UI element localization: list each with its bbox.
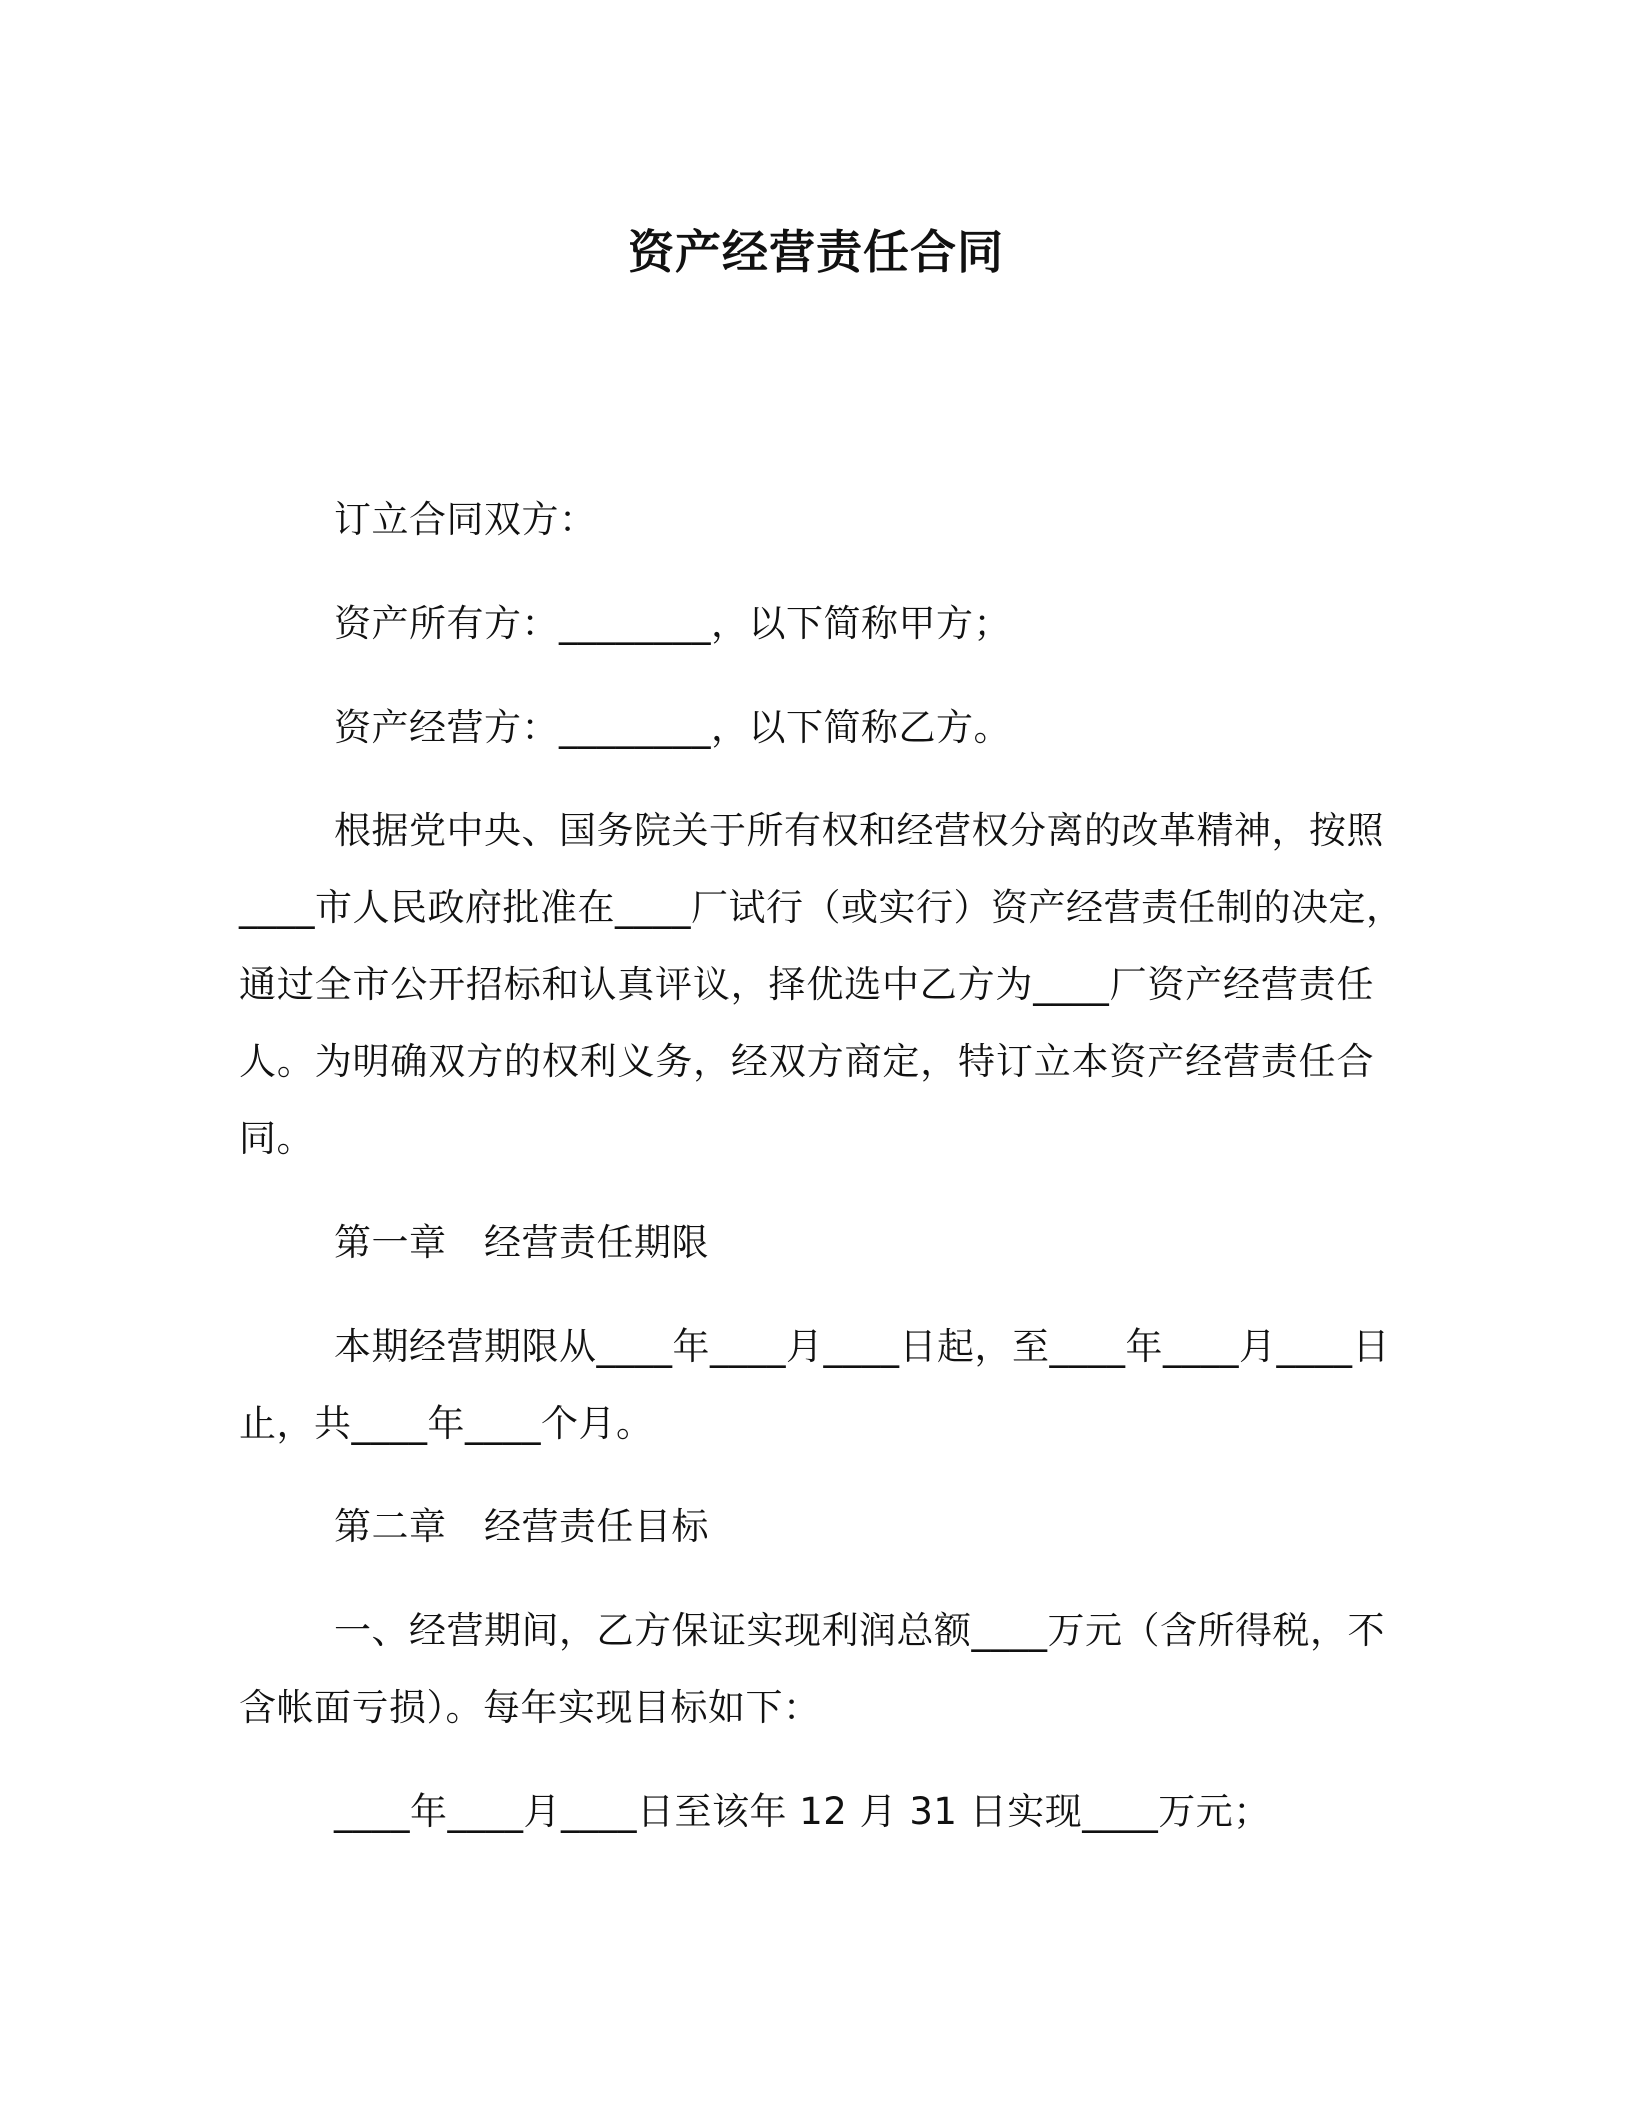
party-b-line: 资产经营方：________，以下简称乙方。 (334, 706, 1011, 749)
term-line-1: 本期经营期限从____年____月____日起，至____年____月____日 (334, 1325, 1390, 1368)
chapter-2-heading: 第二章 经营责任目标 (334, 1505, 709, 1548)
preamble-line-2: ____市人民政府批准在____厂试行（或实行）资产经营责任制的决定， (239, 886, 1404, 929)
target-line-1: 一、经营期间，乙方保证实现利润总额____万元（含所得税，不 (334, 1609, 1385, 1652)
party-a-line: 资产所有方：________，以下简称甲方； (334, 602, 1011, 645)
term-line-2: 止，共____年____个月。 (239, 1402, 654, 1445)
document-title: 资产经营责任合同 (628, 225, 1004, 279)
parties-heading: 订立合同双方： (334, 498, 597, 541)
preamble-line-4: 人。为明确双方的权利义务，经双方商定，特订立本资产经营责任合 (239, 1040, 1374, 1083)
preamble-line-1: 根据党中央、国务院关于所有权和经营权分离的改革精神，按照 (334, 809, 1384, 852)
target-line-3: ____年____月____日至该年 12 月 31 日实现____万元； (334, 1790, 1271, 1833)
preamble-line-5: 同。 (239, 1117, 314, 1160)
preamble-line-3: 通过全市公开招标和认真评议，择优选中乙方为____厂资产经营责任 (239, 963, 1374, 1006)
chapter-1-heading: 第一章 经营责任期限 (334, 1221, 709, 1264)
target-line-2: 含帐面亏损）。每年实现目标如下： (239, 1686, 821, 1729)
